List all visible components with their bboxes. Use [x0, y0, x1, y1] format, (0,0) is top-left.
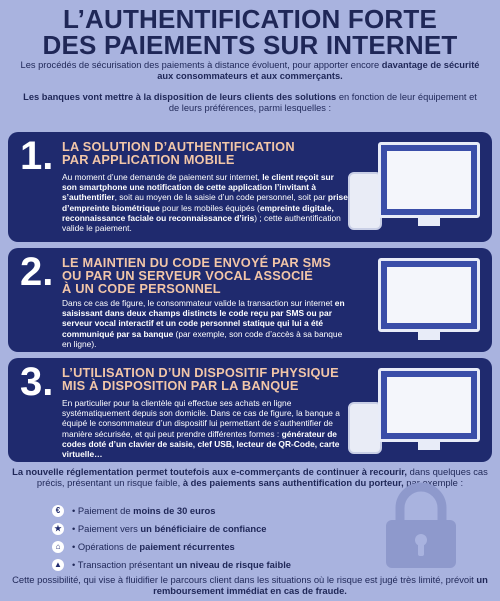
- code-generator-illustration: [348, 402, 382, 454]
- card-body: [62, 172, 348, 233]
- bullet-bold: un bénéficiaire de confiance: [140, 523, 267, 534]
- padlock-icon: [378, 482, 464, 570]
- intro-paragraph-1: [18, 60, 482, 82]
- bullet-text: Paiement vers: [77, 523, 141, 534]
- bottom-text: Cette possibilité, qui vise à fluidifier le parcours client dans les situations où le risque est jugé très limité, prévoit: [12, 574, 477, 585]
- card-bold: en saisissant dans deux champs distincts le code reçu par SMS ou par serveur vocal interactif et un code personnel statique qui lui a été communiqué par sa banque: [62, 298, 345, 339]
- bullet-text: Opérations de: [77, 541, 140, 552]
- monitor-stand: [418, 442, 440, 450]
- card-title-line: À UN CODE PERSONNEL: [62, 281, 221, 296]
- card-text: En particulier pour la clientèle qui effectue ses achats en ligne systématiquement depuis son domicile. Dans ce cas de figure, la banque a équipé le consommateur d’un dispositif lui permettant de s’authentifier de manière sécurisée, et qui peut prendre différentes formes :: [62, 398, 340, 439]
- card-title: [62, 256, 342, 295]
- bullet-text: Paiement de: [77, 505, 134, 516]
- title-line-1: L’AUTHENTIFICATION FORTE: [62, 4, 438, 34]
- card-text: Au moment d’une demande de paiement sur internet,: [62, 172, 263, 182]
- list-item: ★ • Paiement vers un bénéficiaire de confiance: [52, 520, 372, 538]
- page-title: [0, 6, 500, 58]
- card-text: pour les mobiles équipés (: [159, 202, 260, 213]
- euro-icon: €: [52, 505, 64, 517]
- list-item: ⌂ • Opérations de paiement récurrentes: [52, 538, 372, 556]
- smartphone-illustration: [348, 172, 382, 230]
- closing-paragraph: [12, 574, 488, 596]
- bottom-bold: à des paiements sans authentification du porteur,: [182, 477, 404, 488]
- intro-paragraph-2: [18, 92, 482, 114]
- exemption-list: [52, 502, 372, 574]
- risk-icon: ▲: [52, 559, 64, 571]
- bottom-bold: un remboursement immédiat en cas de fraude.: [153, 574, 488, 596]
- monitor-stand: [418, 218, 440, 226]
- list-item: € • Paiement de moins de 30 euros: [52, 502, 372, 520]
- solution-card-3: [8, 358, 492, 462]
- card-bold: empreinte digitale, reconnaissance faciale ou reconnaissance d’iris: [62, 202, 334, 223]
- intro-text: Les procédés de sécurisation des paiements à distance évoluent, pour apporter encore: [20, 60, 382, 70]
- bullet-text: Transaction présentant: [77, 559, 176, 570]
- bottom-text: dans quelques cas précis, présentant un risque faible,: [36, 466, 488, 488]
- star-icon: ★: [52, 523, 64, 535]
- card-body: [62, 398, 348, 459]
- monitor-stand: [418, 332, 440, 340]
- card-title-line: MIS À DISPOSITION PAR LA BANQUE: [62, 378, 299, 393]
- solution-card-2: [8, 248, 492, 352]
- card-bold: le client reçoit sur son smartphone une notification de cette application l’invitant à s’authentifier: [62, 172, 334, 203]
- card-number: 2.: [20, 250, 54, 294]
- card-text: (par exemple, son code d’accès à sa banque en ligne).: [62, 328, 343, 349]
- card-number: 1.: [20, 134, 54, 178]
- bullet-bold: moins de 30 euros: [133, 505, 216, 516]
- card-title-line: L’UTILISATION D’UN DISPOSITIF PHYSIQUE: [62, 365, 339, 380]
- monitor-illustration: [378, 258, 480, 332]
- card-bold: prise d’empreinte biométrique: [62, 192, 348, 213]
- card-text: Dans ce cas de figure, le consommateur valide la transaction sur internet: [62, 298, 335, 308]
- monitor-illustration: [378, 368, 480, 442]
- title-line-2: DES PAIEMENTS SUR INTERNET: [42, 30, 458, 60]
- card-title-line: OU PAR UN SERVEUR VOCAL ASSOCIÉ: [62, 268, 314, 283]
- card-text: ) ; cette authentification valide le paiement.: [62, 212, 341, 234]
- card-title-line: PAR APPLICATION MOBILE: [62, 152, 235, 167]
- intro-bold: davantage de sécurité aux consommateurs et aux commerçants.: [157, 60, 480, 81]
- bullet-bold: un niveau de risque faible: [175, 559, 292, 570]
- card-title-line: LA SOLUTION D’AUTHENTIFICATION: [62, 139, 295, 154]
- list-item: ▲ • Transaction présentant un niveau de risque faible: [52, 556, 372, 574]
- card-bold: générateur de codes doté d’un clavier de saisie, clef USB, lecteur de QR-Code, carte virtuelle…: [62, 428, 340, 460]
- monitor-illustration: [378, 142, 480, 218]
- bottom-text: par exemple :: [403, 477, 464, 488]
- card-title: [62, 366, 342, 392]
- card-title-line: LE MAINTIEN DU CODE ENVOYÉ PAR SMS: [62, 255, 331, 270]
- card-text: , soit au moyen de la saisie d’un code personnel, soit par: [114, 192, 328, 203]
- intro-text: en fonction de leur équipement et de leurs préférences, parmi lesquelles :: [168, 92, 477, 113]
- solution-card-1: [8, 132, 492, 242]
- card-title: [62, 140, 342, 166]
- recurring-icon: ⌂: [52, 541, 64, 553]
- bullet-bold: paiement récurrentes: [139, 541, 235, 552]
- card-body: [62, 298, 348, 349]
- intro-bold: Les banques vont mettre à la disposition de leurs clients des solutions: [23, 92, 337, 102]
- card-number: 3.: [20, 360, 54, 404]
- bottom-bold: La nouvelle réglementation permet toutefois aux e-commerçants de continuer à recourir,: [12, 466, 408, 477]
